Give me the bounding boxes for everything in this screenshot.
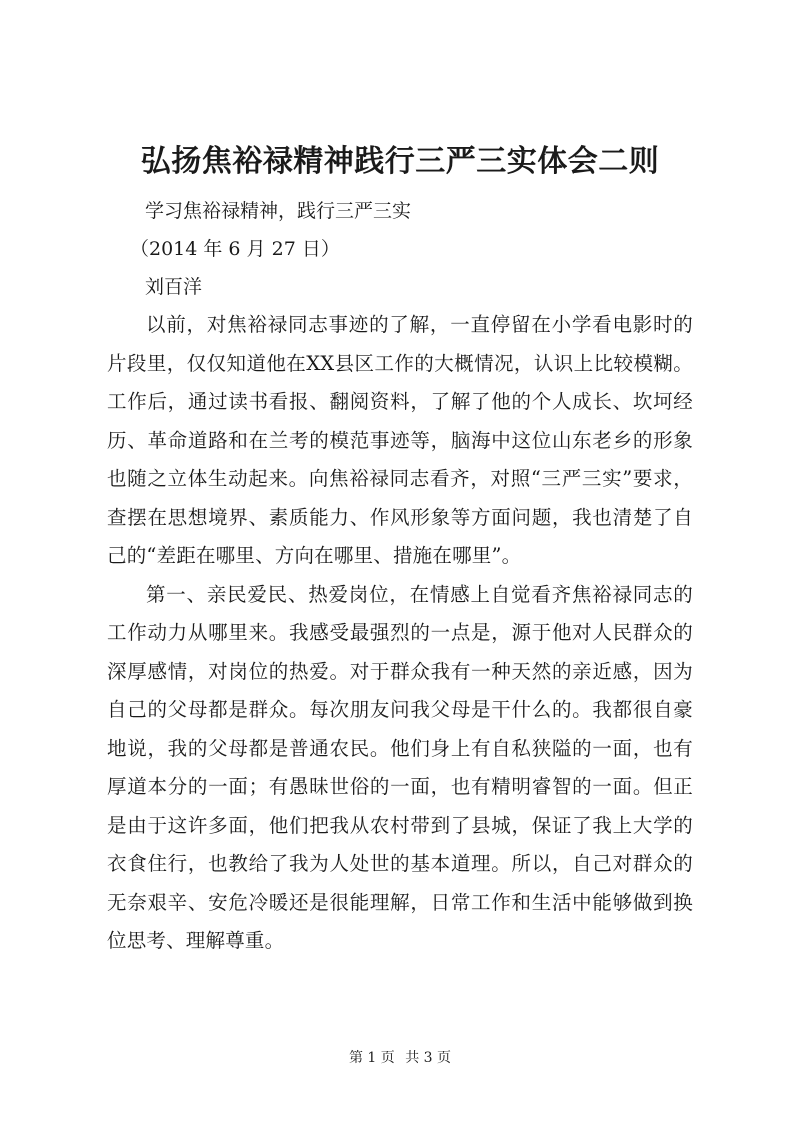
document-author: 刘百洋 xyxy=(145,276,203,298)
document-date: （2014 年 6 月 27 日） xyxy=(130,238,340,260)
page-footer xyxy=(0,1048,800,1068)
body-paragraph: 第一、亲民爱民、热爱岗位，在情感上自觉看齐焦裕禄同志的工作动力从哪里来。我感受最强烈的一点是，源于他对人民群众的深厚感情，对岗位的热爱。对于群众我有一种天然的亲近感，因为自己的父母都是群众。每次朋友问我父母是干什么的。我都很自豪地说，我的父母都是普通农民。他们身上有自私狭隘的一面，也有厚道本分的一面；有愚昧世俗的一面，也有精明睿智的一面。但正是由于这许多面，他们把我从农村带到了县城，保证了我上大学的衣食住行，也教给了我为人处世的基本道理。所以，自己对群众的无奈艰辛、安危冷暖还是很能理解，日常工作和生活中能够做到换位思考、理解尊重。 xyxy=(107,582,693,952)
document-subtitle: 学习焦裕禄精神，践行三严三实 xyxy=(145,200,412,222)
body-paragraph: 以前，对焦裕禄同志事迹的了解，一直停留在小学看电影时的片段里，仅仅知道他在XX县区工作的大概情况，认识上比较模糊。工作后，通过读书看报、翻阅资料，了解了他的个人成长、坎坷经历、革命道路和在兰考的模范事迹等，脑海中这位山东老乡的形象也随之立体生动起来。向焦裕禄同志看齐，对照“三严三实”要求，查摆在思想境界、素质能力、作风形象等方面问题，我也清楚了自己的“差距在哪里、方向在哪里、措施在哪里”。 xyxy=(107,313,693,567)
page-total: 共 3 页 xyxy=(405,1050,452,1066)
page-number: 第 1 页 xyxy=(348,1050,395,1066)
document-title: 弘扬焦裕禄精神践行三严三实体会二则 xyxy=(140,144,660,179)
document-page xyxy=(107,140,693,961)
